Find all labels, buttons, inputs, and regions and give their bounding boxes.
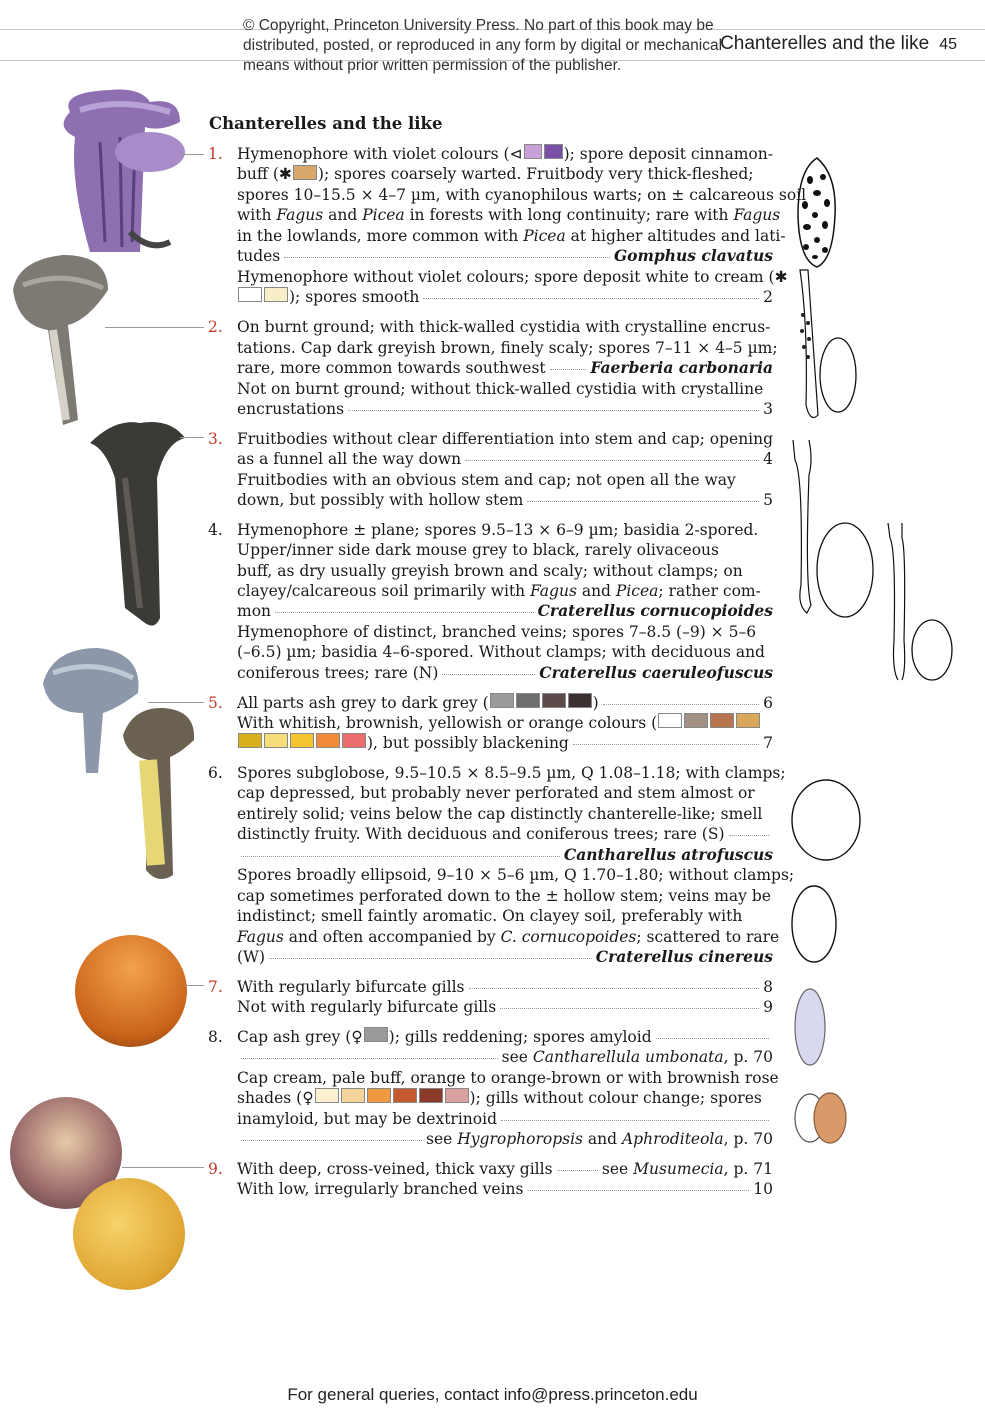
species-name: Cantharellus atrofuscus — [563, 845, 773, 864]
cinereus-spore-drawing — [788, 882, 843, 967]
color-swatch — [293, 165, 317, 180]
color-swatch — [445, 1088, 469, 1103]
color-swatch — [316, 733, 340, 748]
lead-number: 9 — [763, 998, 773, 1016]
species-name: Craterellus cornucopioides — [537, 601, 773, 620]
key-line: Fruitbodies with an obvious stem and cap; not open all the way — [237, 471, 736, 489]
color-swatch — [238, 733, 262, 748]
atrofuscus-photo — [118, 705, 198, 885]
key-line: Upper/inner side dark mouse grey to black, rarely olivaceous — [237, 541, 719, 559]
lead-number: 5 — [763, 491, 773, 509]
key-line: mon Craterellus cornucopioides — [237, 601, 773, 620]
key-line: ); spores smooth 2 — [237, 287, 773, 307]
species-name: Gomphus clavatus — [613, 246, 773, 265]
section-title: Chanterelles and the like — [209, 114, 443, 133]
connector-line — [180, 154, 204, 155]
mushroom-icon: ♀ — [351, 1028, 363, 1046]
key-line: rare, more common towards southwest Faerberia carbonaria — [237, 358, 773, 377]
key-line: ), but possibly blackening 7 — [237, 733, 773, 753]
couplet-number: 8. — [208, 1028, 223, 1046]
color-swatch — [364, 1027, 388, 1042]
key-line: tations. Cap dark greyish brown, finely scaly; spores 7–11 × 4–5 µm; — [237, 339, 778, 357]
key-line: Cap cream, pale buff, orange to orange-brown or with brownish rose — [237, 1069, 779, 1087]
key-line: With whitish, brownish, yellowish or orange colours ( — [237, 713, 773, 733]
fan-icon: ⊲ — [509, 145, 523, 163]
color-swatch — [736, 713, 760, 728]
faerberia-cystidium-drawing — [788, 265, 860, 425]
running-title: Chanterelles and the like — [720, 33, 930, 54]
species-name: Craterellus cinereus — [595, 947, 773, 966]
key-line: in the lowlands, more common with Picea at higher altitudes and lati- — [237, 227, 786, 245]
connector-line — [122, 1167, 204, 1168]
key-line: spores 10–15.5 × 4–7 µm, with cyanophilous warts; on ± calcareous soil — [237, 186, 807, 204]
couplet-number: 7. — [208, 978, 223, 996]
key-line: clayey/calcareous soil primarily with Fagus and Picea; rather com- — [237, 582, 761, 600]
key-line: Cap ash grey ( ♀ ); gills reddening; spores amyloid — [237, 1027, 773, 1047]
key-line: Fruitbodies without clear differentiation into stem and cap; opening — [237, 430, 774, 448]
key-line: Hymenophore of distinct, branched veins; spores 7–8.5 (–9) × 5–6 — [237, 623, 757, 641]
key-line: encrustations 3 — [237, 400, 773, 418]
branched-veins-photo — [73, 1178, 185, 1290]
key-line: Hymenophore with violet colours ( ⊲ ); spore deposit cinnamon- — [237, 145, 773, 163]
key-line: Not with regularly bifurcate gills 9 — [237, 998, 773, 1016]
key-line: With regularly bifurcate gills 8 — [237, 978, 773, 996]
page-number: 45 — [939, 36, 957, 53]
key-line: down, but possibly with hollow stem 5 — [237, 491, 773, 509]
cornucopioides-basidium-drawing — [785, 435, 885, 620]
caeruleofuscus-basidium-drawing — [880, 520, 955, 685]
amyloid-spore-drawing — [790, 985, 830, 1070]
color-swatch — [524, 144, 543, 159]
key-line: Spores subglobose, 9.5–10.5 × 8.5–9.5 µm, Q 1.08–1.18; with clamps; — [237, 764, 786, 782]
key-line: shades ( ♀ ); gills without colour change; spores — [237, 1089, 762, 1107]
key-line: Spores broadly ellipsoid, 9–10 × 5–6 µm, Q 1.70–1.80; without clamps; — [237, 866, 795, 884]
key-line: distinctly fruity. With deciduous and coniferous trees; rare (S) — [237, 824, 773, 844]
key-line: (W) Craterellus cinereus — [237, 947, 773, 966]
key-line: All parts ash grey to dark grey ( ) 6 — [237, 694, 773, 712]
key-line — [237, 845, 773, 865]
running-header — [720, 33, 957, 55]
key-line: indistinct; smell faintly aromatic. On clayey soil, preferably with — [237, 907, 743, 925]
key-line: Fagus and often accompanied by C. cornucopoides; scattered to rare — [237, 928, 780, 946]
key-line: cap sometimes perforated down to the ± hollow stem; veins may be — [237, 887, 771, 905]
color-swatch — [544, 144, 563, 159]
lead-number: 3 — [763, 400, 773, 418]
copyright-notice: © Copyright, Princeton University Press. No part of this book may be distributed, posted, or reproduced in any form by digital or mechanical means without prior written permission of the publisher. — [243, 17, 723, 74]
key-line: entirely solid; veins below the cap distinctly chanterelle-like; smell — [237, 805, 763, 823]
key-line: buff (✱ ); spores coarsely warted. Fruitbody very thick-fleshed; — [237, 165, 754, 183]
species-name: Craterellus caeruleofuscus — [539, 663, 773, 682]
key-line: with Fagus and Picea in forests with long continuity; rare with Fagus — [237, 206, 781, 224]
color-swatch — [290, 733, 314, 748]
gomphus-spore-drawing — [795, 155, 840, 270]
lead-number: 10 — [753, 1180, 773, 1198]
color-swatch — [342, 733, 366, 748]
couplet-number: 4. — [208, 521, 223, 539]
color-swatch — [658, 713, 682, 728]
connector-line — [148, 702, 204, 703]
couplet-number: 9. — [208, 1160, 223, 1178]
key-line: see Cantharellula umbonata, p. 70 — [237, 1047, 773, 1067]
bifurcate-gills-photo — [75, 935, 187, 1047]
key-line: With deep, cross-veined, thick vaxy gills see Musumecia, p. 71 — [237, 1160, 773, 1178]
species-name: Faerberia carbonaria — [590, 358, 773, 377]
couplet-number: 5. — [208, 694, 223, 712]
color-swatch — [238, 287, 262, 302]
color-swatch — [490, 693, 514, 708]
craterellus-cornucopioides-photo — [85, 418, 190, 633]
key-line: see Hygrophoropsis and Aphroditeola, p. 70 — [237, 1129, 773, 1149]
color-swatch — [684, 713, 708, 728]
key-line: buff, as dry usually greyish brown and scaly; without clamps; on — [237, 562, 743, 580]
hygrophoropsis-spore-drawing — [790, 1088, 852, 1148]
lead-number: 4 — [763, 450, 773, 468]
key-line: On burnt ground; with thick-walled cystidia with crystalline encrus- — [237, 318, 771, 336]
color-swatch — [516, 693, 540, 708]
spore-print-icon: ✱ — [774, 268, 788, 286]
couplet-number: 6. — [208, 764, 223, 782]
key-line: cap depressed, but probably never perforated and stem almost or — [237, 784, 755, 802]
connector-line — [105, 327, 204, 328]
color-swatch — [568, 693, 592, 708]
key-line: coniferous trees; rare (N) Craterellus caeruleofuscus — [237, 663, 773, 682]
color-swatch — [393, 1088, 417, 1103]
key-line: Hymenophore without violet colours; spore deposit white to cream ( ✱ — [237, 268, 788, 286]
key-line: tudes Gomphus clavatus — [237, 246, 773, 265]
color-swatch — [710, 713, 734, 728]
color-swatch — [341, 1088, 365, 1103]
lead-number: 7 — [763, 734, 773, 752]
key-line: as a funnel all the way down 4 — [237, 450, 773, 468]
faerberia-photo — [8, 250, 113, 430]
key-line: Not on burnt ground; without thick-walled cystidia with crystalline — [237, 380, 764, 398]
key-line: (–6.5) µm; basidia 4–6-spored. Without clamps; with deciduous and — [237, 643, 765, 661]
spore-print-icon: ✱ — [278, 165, 292, 183]
color-swatch — [542, 693, 566, 708]
color-swatch — [419, 1088, 443, 1103]
lead-number: 2 — [763, 288, 773, 306]
lead-number: 8 — [763, 978, 773, 996]
mushroom-icon: ♀ — [302, 1089, 314, 1107]
color-swatch — [264, 287, 288, 302]
connector-line — [185, 985, 204, 986]
couplet-number: 1. — [208, 145, 223, 163]
couplet-number: 2. — [208, 318, 223, 336]
atrofuscus-spore-drawing — [788, 772, 864, 864]
key-line: Hymenophore ± plane; spores 9.5–13 × 6–9 µm; basidia 2-spored. — [237, 521, 759, 539]
footer-contact: For general queries, contact info@press.princeton.edu — [287, 1385, 698, 1404]
lead-number: 6 — [763, 694, 773, 712]
gomphus-photo — [50, 82, 190, 262]
connector-line — [180, 437, 204, 438]
key-line: With low, irregularly branched veins 10 — [237, 1180, 773, 1198]
color-swatch — [264, 733, 288, 748]
couplet-number: 3. — [208, 430, 223, 448]
color-swatch — [315, 1088, 339, 1103]
color-swatch — [367, 1088, 391, 1103]
key-line: inamyloid, but may be dextrinoid — [237, 1109, 773, 1129]
